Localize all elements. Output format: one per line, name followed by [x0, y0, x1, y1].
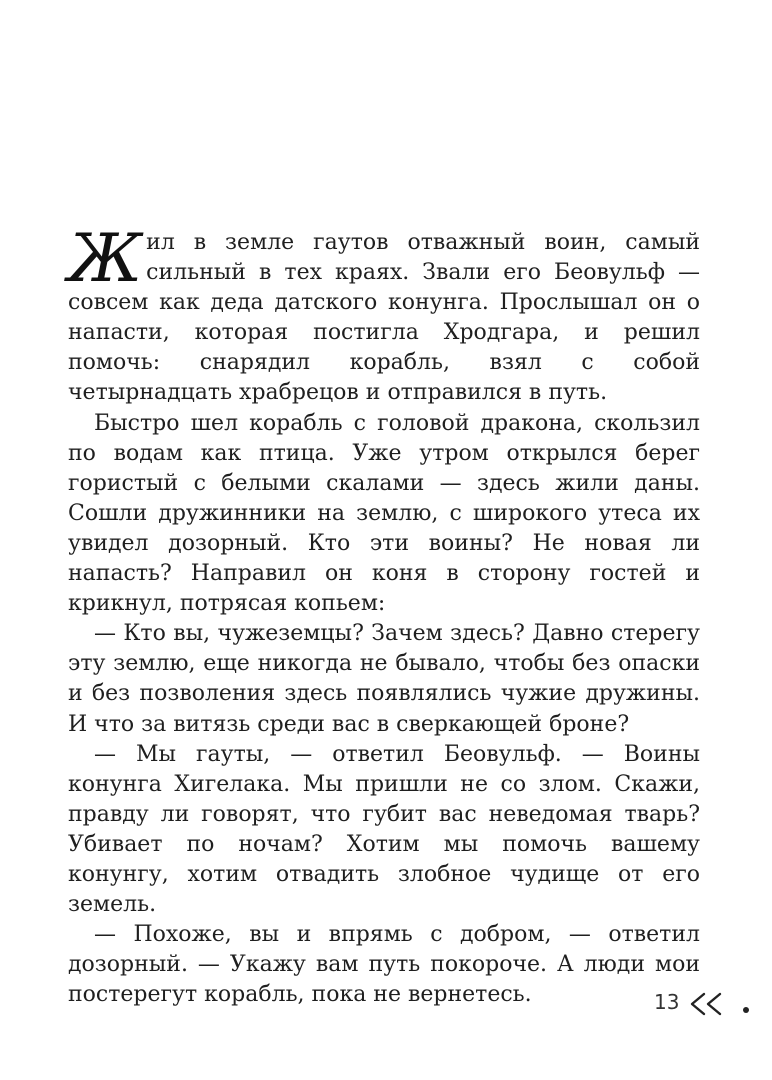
body-text	[68, 220, 700, 1010]
paragraph-2: Быстро шел корабль с головой дракона, скользил по водам как птица. Уже утром открылся берег гористый с белыми скалами — здесь жили даны. Сошли дружинники на землю, с широкого утеса их увидел дозорный. Кто эти воины? Не новая ли напасть? Направил он коня в сторону гостей и крикнул, потрясая копьем:	[68, 410, 700, 617]
paragraph-3: — Кто вы, чужеземцы? Зачем здесь? Давно стерегу эту землю, еще никогда не бывало, чтобы без опаски и без позволения здесь появлялись чужие дружины. И что за витязь среди вас в сверкающей броне?	[68, 621, 700, 737]
paragraph-5: — Похоже, вы и впрямь с добром, — ответил дозорный. — Укажу вам путь покороче. А люди мои постерегут корабль, пока не вернетесь.	[68, 922, 700, 1008]
paragraph-1-text: ил в земле гаутов отважный воин, самый сильный в тех краях. Звали его Беовульф — совсем как деда датского конунга. Прослышал он о напасти, которая постигла Хродгара, и решил помочь: снарядил корабль, взял с собой четырнадцать храбрецов и отправился в путь.	[68, 230, 700, 406]
page-ornament-icon	[690, 986, 756, 1022]
page-number: 13	[654, 990, 680, 1014]
paragraph-4: — Мы гауты, — ответил Беовульф. — Воины конунга Хигелака. Мы пришли не со злом. Скажи, правду ли говорят, что губит вас неведомая тварь? Убивает по ночам? Хотим мы помочь вашему конунгу, хотим отвадить злобное чудище от его земель.	[68, 741, 700, 918]
paragraph-1	[68, 220, 700, 409]
drop-cap: Ж	[68, 220, 143, 297]
